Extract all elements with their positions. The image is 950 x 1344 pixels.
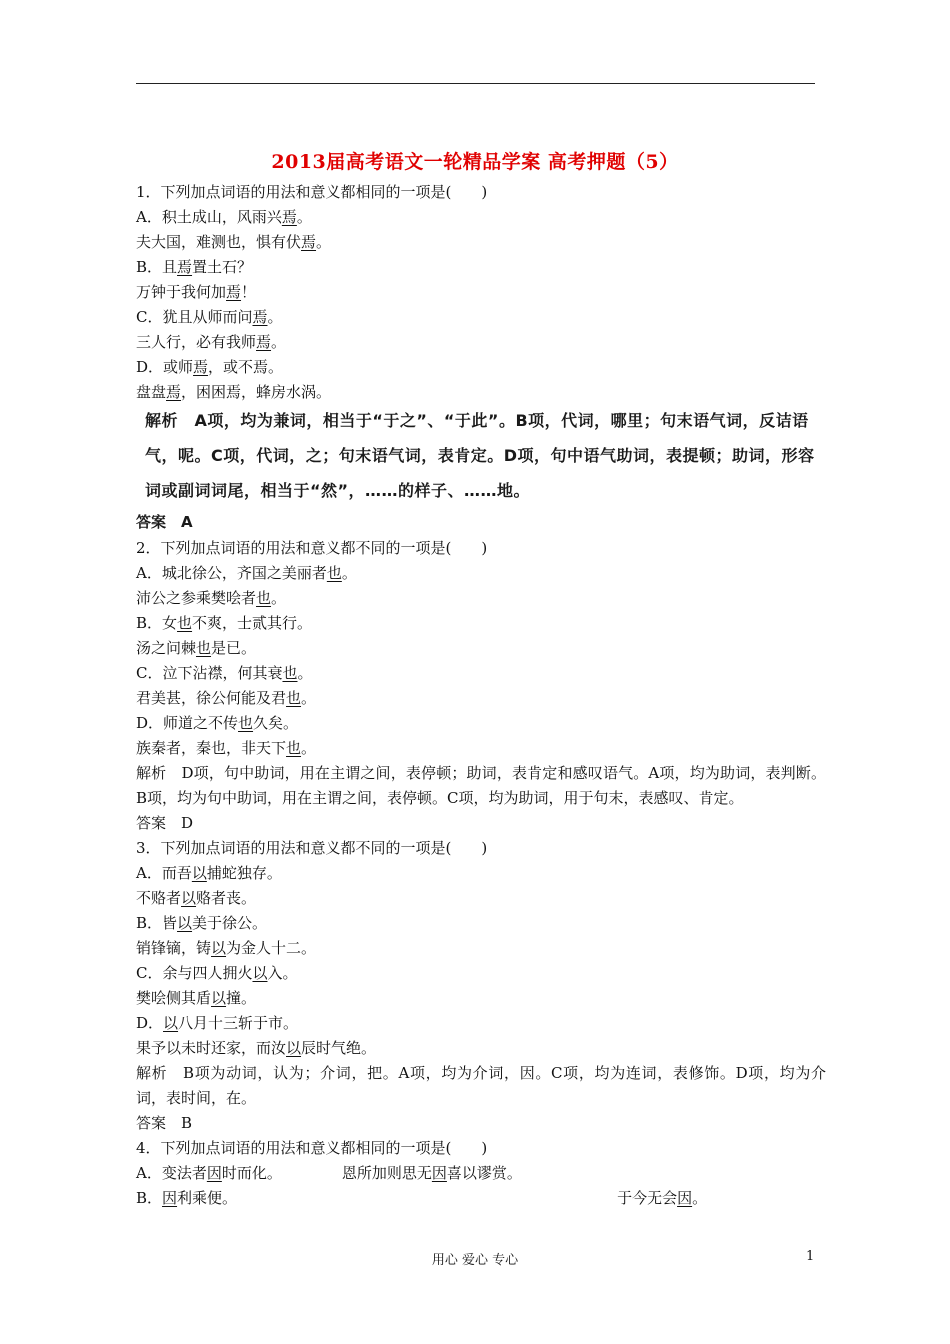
q1-option-c-line1: C．犹且从师而问焉。 <box>136 308 283 326</box>
q3-option-a-line2: 不赂者以赂者丧。 <box>136 889 257 907</box>
page-title: 2013届高考语文一轮精品学案 高考押题（5） <box>271 151 679 173</box>
q3-option-c-line1: C．余与四人拥火以入。 <box>136 964 298 982</box>
dotted-word: 也 <box>177 614 193 632</box>
q2-option-c-line2: 君美甚，徐公何能及君也。 <box>136 689 317 707</box>
page-number: 1 <box>806 1249 815 1264</box>
dotted-word: 焉 <box>252 308 268 326</box>
q3-option-b-line2: 销锋镝，铸以为金人十二。 <box>136 939 317 957</box>
dotted-word: 以 <box>177 914 193 932</box>
q4-option-a: A．变法者因时而化。 恩所加则思无因喜以谬赏。 <box>136 1164 522 1182</box>
q3-option-d-line1: D．以八月十三斩于市。 <box>136 1014 299 1032</box>
q1-option-d-line1: D．或师焉，或不焉。 <box>136 358 284 376</box>
q2-option-b-line1: B．女也不爽，士贰其行。 <box>136 614 313 632</box>
question-2-stem: 2．下列加点词语的用法和意义都不同的一项是( ) <box>136 539 488 557</box>
q3-option-c-line2: 樊哙侧其盾以撞。 <box>136 989 257 1007</box>
q2-option-d-line2: 族秦者，秦也，非天下也。 <box>136 739 317 757</box>
dotted-word: 以 <box>163 1014 179 1032</box>
dotted-word: 也 <box>282 664 298 682</box>
dotted-word: 也 <box>286 739 302 757</box>
dotted-word: 焉 <box>301 233 317 251</box>
footer-slogan: 用心 爱心 专心 <box>431 1253 519 1268</box>
question-4-stem: 4．下列加点词语的用法和意义都相同的一项是( ) <box>136 1139 488 1157</box>
q1-option-a-line2: 夫大国，难测也，惧有伏焉。 <box>136 233 332 251</box>
dotted-word: 以 <box>181 889 197 907</box>
dotted-word: 以 <box>286 1039 302 1057</box>
q3-option-d-line2: 果予以未时还家，而汝以辰时气绝。 <box>136 1039 377 1057</box>
dotted-word: 焉 <box>193 358 209 376</box>
dotted-word: 也 <box>256 589 272 607</box>
q2-option-a-line2: 沛公之参乘樊哙者也。 <box>136 589 287 607</box>
dotted-word: 焉 <box>281 208 297 226</box>
dotted-word: 焉 <box>177 258 193 276</box>
question-3-stem: 3．下列加点词语的用法和意义都不同的一项是( ) <box>136 839 488 857</box>
dotted-word: 因 <box>162 1189 178 1207</box>
q1-analysis: 解析 A项，均为兼词，相当于“于之”、“于此”。B项，代词，哪里；句末语气词，反诘语气，呢。C项，代词，之；句末语气词，表肯定。D项，句中语气助词，表提顿；助词，形容词或副词词尾，相当于“然”，……的样子、……地。 <box>145 411 815 500</box>
dotted-word: 也 <box>238 714 254 732</box>
q2-analysis: 解析 D项，句中助词，用在主谓之间，表停顿；助词，表肯定和感叹语气。A项，均为助词，表判断。B项，均为句中助词，用在主谓之间，表停顿。C项，均为助词，用于句末，表感叹、肯定。 <box>136 764 826 807</box>
dotted-word: 焉 <box>166 383 182 401</box>
dotted-word: 也 <box>196 639 212 657</box>
q1-option-d-line2: 盘盘焉，困困焉，蜂房水涡。 <box>136 383 332 401</box>
q1-option-b-line1: B．且焉置土石？ <box>136 258 253 276</box>
q1-option-b-line2: 万钟于我何加焉！ <box>136 283 257 301</box>
q2-option-a-line1: A．城北徐公，齐国之美丽者也。 <box>136 564 357 582</box>
q3-option-a-line1: A．而吾以捕蛇独存。 <box>136 864 282 882</box>
dotted-word: 因 <box>206 1164 222 1182</box>
q3-option-b-line1: B．皆以美于徐公。 <box>136 914 268 932</box>
dotted-word: 也 <box>286 689 302 707</box>
dotted-word: 因 <box>677 1189 693 1207</box>
dotted-word: 以 <box>211 989 227 1007</box>
q3-analysis: 解析 B项为动词，认为；介词，把。A项，均为介词，因。C项，均为连词，表修饰。D项，均为介词，表时间，在。 <box>136 1064 826 1107</box>
header-rule <box>136 83 815 84</box>
question-1-stem: 1．下列加点词语的用法和意义都相同的一项是( ) <box>136 183 488 201</box>
q1-option-c-line2: 三人行，必有我师焉。 <box>136 333 287 351</box>
dotted-word: 以 <box>191 864 207 882</box>
dotted-word: 以 <box>211 939 227 957</box>
q4-option-b: B．因利乘便。 于今无会因。 <box>136 1189 708 1207</box>
q2-option-b-line2: 汤之问棘也是已。 <box>136 639 257 657</box>
q2-option-d-line1: D．师道之不传也久矣。 <box>136 714 299 732</box>
q1-answer: 答案 A <box>136 513 193 531</box>
q2-answer: 答案 D <box>136 814 194 832</box>
q3-answer: 答案 B <box>136 1114 193 1132</box>
dotted-word: 以 <box>252 964 268 982</box>
dotted-word: 焉 <box>226 283 242 301</box>
dotted-word: 因 <box>431 1164 447 1182</box>
dotted-word: 也 <box>326 564 342 582</box>
q2-option-c-line1: C．泣下沾襟，何其衰也。 <box>136 664 313 682</box>
q1-option-a-line1: A．积土成山，风雨兴焉。 <box>136 208 312 226</box>
document-body <box>136 180 826 1211</box>
dotted-word: 焉 <box>256 333 272 351</box>
